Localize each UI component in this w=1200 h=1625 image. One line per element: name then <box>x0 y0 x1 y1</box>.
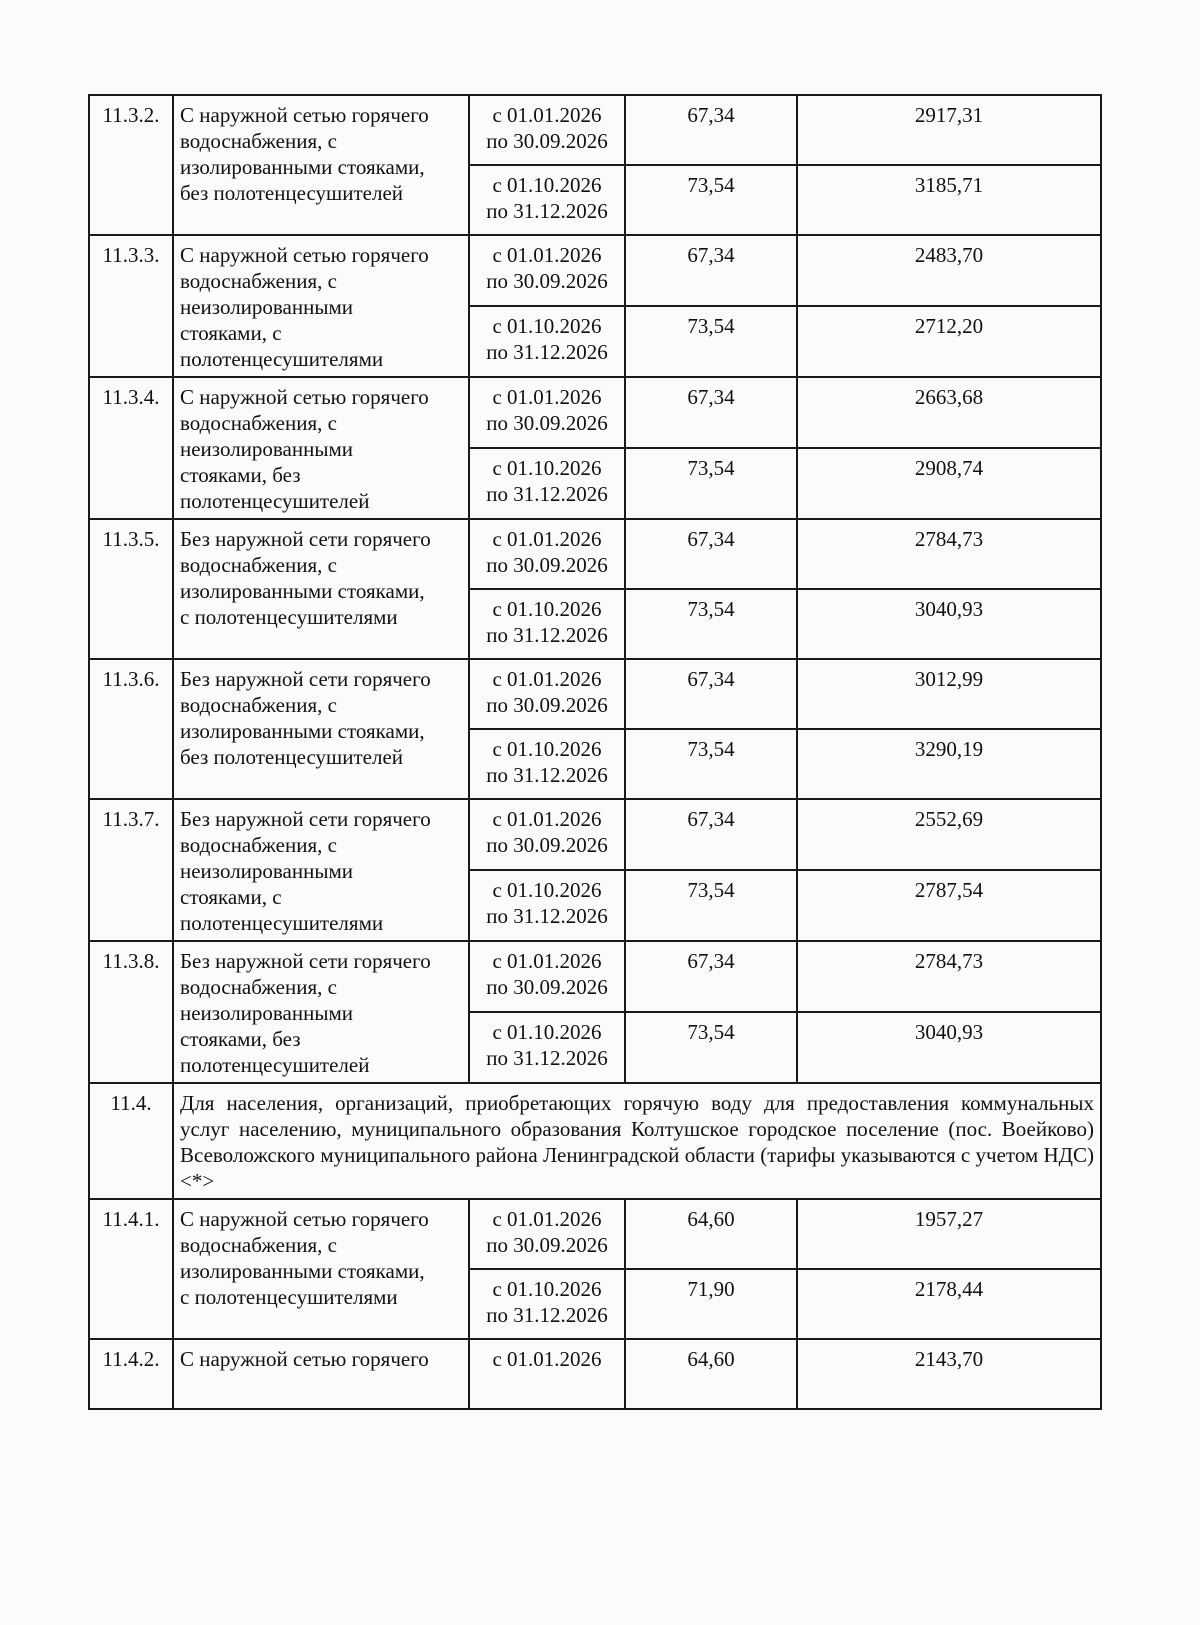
description-line: неизолированными <box>180 1001 353 1025</box>
tariff-value-2: 2784,73 <box>797 519 1101 589</box>
description-line: водоснабжения, с <box>180 975 337 999</box>
period-cell <box>469 519 625 589</box>
tariff-value-2: 3185,71 <box>797 165 1101 235</box>
period-cell <box>469 1012 625 1083</box>
tariff-value-2: 2552,69 <box>797 799 1101 870</box>
period-cell <box>469 165 625 235</box>
period-to: по 31.12.2026 <box>486 623 608 647</box>
period-cell <box>469 448 625 519</box>
period-to: по 30.09.2026 <box>486 269 608 293</box>
item-number: 11.3.7. <box>89 799 173 941</box>
period-cell <box>469 306 625 377</box>
tariff-value-2: 2787,54 <box>797 870 1101 941</box>
period-cell <box>469 1269 625 1339</box>
description-line: водоснабжения, с <box>180 269 337 293</box>
tariff-value-1: 67,34 <box>625 235 797 306</box>
tariff-value-1: 73,54 <box>625 589 797 659</box>
period-to: по 31.12.2026 <box>486 763 608 787</box>
period-to: по 31.12.2026 <box>486 199 608 223</box>
description-line: изолированными стояками, <box>180 155 425 179</box>
tariff-value-1: 67,34 <box>625 377 797 448</box>
period-cell <box>469 659 625 729</box>
description-line: неизолированными <box>180 437 353 461</box>
period-to: по 31.12.2026 <box>486 1046 608 1070</box>
item-number: 11.4.2. <box>89 1339 173 1409</box>
table-row <box>89 519 1101 589</box>
description-line: с полотенцесушителями <box>180 605 398 629</box>
tariff-value-2: 2178,44 <box>797 1269 1101 1339</box>
description-line: С наружной сетью горячего <box>180 103 429 127</box>
table-row <box>89 1339 1101 1409</box>
tariff-value-2: 3290,19 <box>797 729 1101 799</box>
period-cell <box>469 589 625 659</box>
tariff-value-1: 64,60 <box>625 1199 797 1269</box>
description-line: полотенцесушителями <box>180 911 384 935</box>
tariff-value-1: 73,54 <box>625 1012 797 1083</box>
period-from: с 01.10.2026 <box>492 737 602 761</box>
tariff-value-2: 2917,31 <box>797 95 1101 165</box>
description-line: С наружной сетью горячего <box>180 385 429 409</box>
section-number: 11.4. <box>89 1083 173 1199</box>
period-from: с 01.01.2026 <box>469 1339 625 1409</box>
period-cell <box>469 870 625 941</box>
description-line: без полотенцесушителей <box>180 745 404 769</box>
description-line: водоснабжения, с <box>180 553 337 577</box>
description-line: стояками, без <box>180 1027 301 1051</box>
period-from: с 01.01.2026 <box>492 385 602 409</box>
description-line: полотенцесушителей <box>180 489 370 513</box>
table-row <box>89 799 1101 870</box>
tariff-value-2: 2483,70 <box>797 235 1101 306</box>
description-line: изолированными стояками, <box>180 1259 425 1283</box>
tariff-value-2: 2143,70 <box>797 1339 1101 1409</box>
description-line: водоснабжения, с <box>180 833 337 857</box>
item-number: 11.3.2. <box>89 95 173 235</box>
description-line: неизолированными <box>180 295 353 319</box>
tariff-value-2: 2908,74 <box>797 448 1101 519</box>
tariff-value-1: 67,34 <box>625 941 797 1012</box>
description-line: Без наружной сети горячего <box>180 807 431 831</box>
item-description <box>173 799 469 941</box>
description-line: С наружной сетью горячего <box>180 243 429 267</box>
description-line: Без наружной сети горячего <box>180 949 431 973</box>
section-description: Для населения, организаций, приобретающих горячую воду для предоставления коммунальных услуг населению, муниципального образования Колтушское городское поселение (пос. Воейково) Всеволожского муниципального района Ленинградской области (тарифы указываются с учетом НДС) <*> <box>173 1083 1101 1199</box>
description-line: С наружной сетью горячего <box>180 1207 429 1231</box>
tariff-value-1: 64,60 <box>625 1339 797 1409</box>
period-from: с 01.01.2026 <box>492 949 602 973</box>
item-description <box>173 235 469 377</box>
description-line: изолированными стояками, <box>180 579 425 603</box>
tariff-table <box>88 94 1102 1410</box>
period-cell <box>469 941 625 1012</box>
table-row <box>89 659 1101 729</box>
description-line: без полотенцесушителей <box>180 181 404 205</box>
section-row <box>89 1083 1101 1199</box>
period-cell <box>469 95 625 165</box>
item-description <box>173 377 469 519</box>
tariff-value-1: 73,54 <box>625 448 797 519</box>
tariff-value-1: 73,54 <box>625 165 797 235</box>
period-to: по 31.12.2026 <box>486 904 608 928</box>
period-to: по 30.09.2026 <box>486 833 608 857</box>
period-to: по 30.09.2026 <box>486 975 608 999</box>
tariff-value-2: 2712,20 <box>797 306 1101 377</box>
period-to: по 30.09.2026 <box>486 553 608 577</box>
item-description <box>173 95 469 235</box>
period-from: с 01.10.2026 <box>492 597 602 621</box>
item-description <box>173 1199 469 1339</box>
tariff-value-1: 67,34 <box>625 799 797 870</box>
description-line: полотенцесушителей <box>180 1053 370 1077</box>
period-from: с 01.01.2026 <box>492 667 602 691</box>
period-from: с 01.01.2026 <box>492 807 602 831</box>
tariff-value-1: 67,34 <box>625 519 797 589</box>
period-to: по 31.12.2026 <box>486 340 608 364</box>
item-description: С наружной сетью горячего <box>173 1339 469 1409</box>
period-cell <box>469 377 625 448</box>
description-line: полотенцесушителями <box>180 347 384 371</box>
description-line: стояками, без <box>180 463 301 487</box>
item-number: 11.4.1. <box>89 1199 173 1339</box>
item-description <box>173 941 469 1083</box>
tariff-value-2: 1957,27 <box>797 1199 1101 1269</box>
item-number: 11.3.4. <box>89 377 173 519</box>
item-description <box>173 659 469 799</box>
period-from: с 01.10.2026 <box>492 314 602 338</box>
description-line: водоснабжения, с <box>180 693 337 717</box>
description-line: водоснабжения, с <box>180 129 337 153</box>
table-row <box>89 95 1101 165</box>
table-row <box>89 235 1101 306</box>
period-cell <box>469 799 625 870</box>
tariff-value-1: 67,34 <box>625 659 797 729</box>
tariff-table-body <box>89 95 1101 1409</box>
table-row <box>89 941 1101 1012</box>
item-number: 11.3.6. <box>89 659 173 799</box>
description-line: Без наружной сети горячего <box>180 527 431 551</box>
description-line: Без наружной сети горячего <box>180 667 431 691</box>
item-number: 11.3.8. <box>89 941 173 1083</box>
period-cell <box>469 1199 625 1269</box>
period-to: по 30.09.2026 <box>486 129 608 153</box>
tariff-value-1: 73,54 <box>625 306 797 377</box>
period-from: с 01.01.2026 <box>492 1207 602 1231</box>
period-cell <box>469 729 625 799</box>
period-to: по 31.12.2026 <box>486 482 608 506</box>
description-line: изолированными стояками, <box>180 719 425 743</box>
period-from: с 01.01.2026 <box>492 103 602 127</box>
tariff-value-2: 3040,93 <box>797 1012 1101 1083</box>
period-from: с 01.10.2026 <box>492 173 602 197</box>
period-to: по 31.12.2026 <box>486 1303 608 1327</box>
description-line: водоснабжения, с <box>180 1233 337 1257</box>
table-row <box>89 377 1101 448</box>
period-from: с 01.01.2026 <box>492 243 602 267</box>
description-line: неизолированными <box>180 859 353 883</box>
tariff-value-1: 73,54 <box>625 870 797 941</box>
description-line: с полотенцесушителями <box>180 1285 398 1309</box>
tariff-value-1: 71,90 <box>625 1269 797 1339</box>
description-line: водоснабжения, с <box>180 411 337 435</box>
description-line: стояками, с <box>180 321 282 345</box>
period-cell <box>469 235 625 306</box>
description-line: стояками, с <box>180 885 282 909</box>
period-from: с 01.01.2026 <box>492 527 602 551</box>
tariff-value-2: 2784,73 <box>797 941 1101 1012</box>
period-to: по 30.09.2026 <box>486 693 608 717</box>
item-number: 11.3.3. <box>89 235 173 377</box>
period-from: с 01.10.2026 <box>492 456 602 480</box>
period-to: по 30.09.2026 <box>486 411 608 435</box>
tariff-value-2: 2663,68 <box>797 377 1101 448</box>
tariff-value-2: 3012,99 <box>797 659 1101 729</box>
tariff-value-1: 67,34 <box>625 95 797 165</box>
item-number: 11.3.5. <box>89 519 173 659</box>
item-description <box>173 519 469 659</box>
tariff-value-1: 73,54 <box>625 729 797 799</box>
period-from: с 01.10.2026 <box>492 1020 602 1044</box>
table-row <box>89 1199 1101 1269</box>
period-to: по 30.09.2026 <box>486 1233 608 1257</box>
tariff-value-2: 3040,93 <box>797 589 1101 659</box>
period-from: с 01.10.2026 <box>492 1277 602 1301</box>
period-from: с 01.10.2026 <box>492 878 602 902</box>
